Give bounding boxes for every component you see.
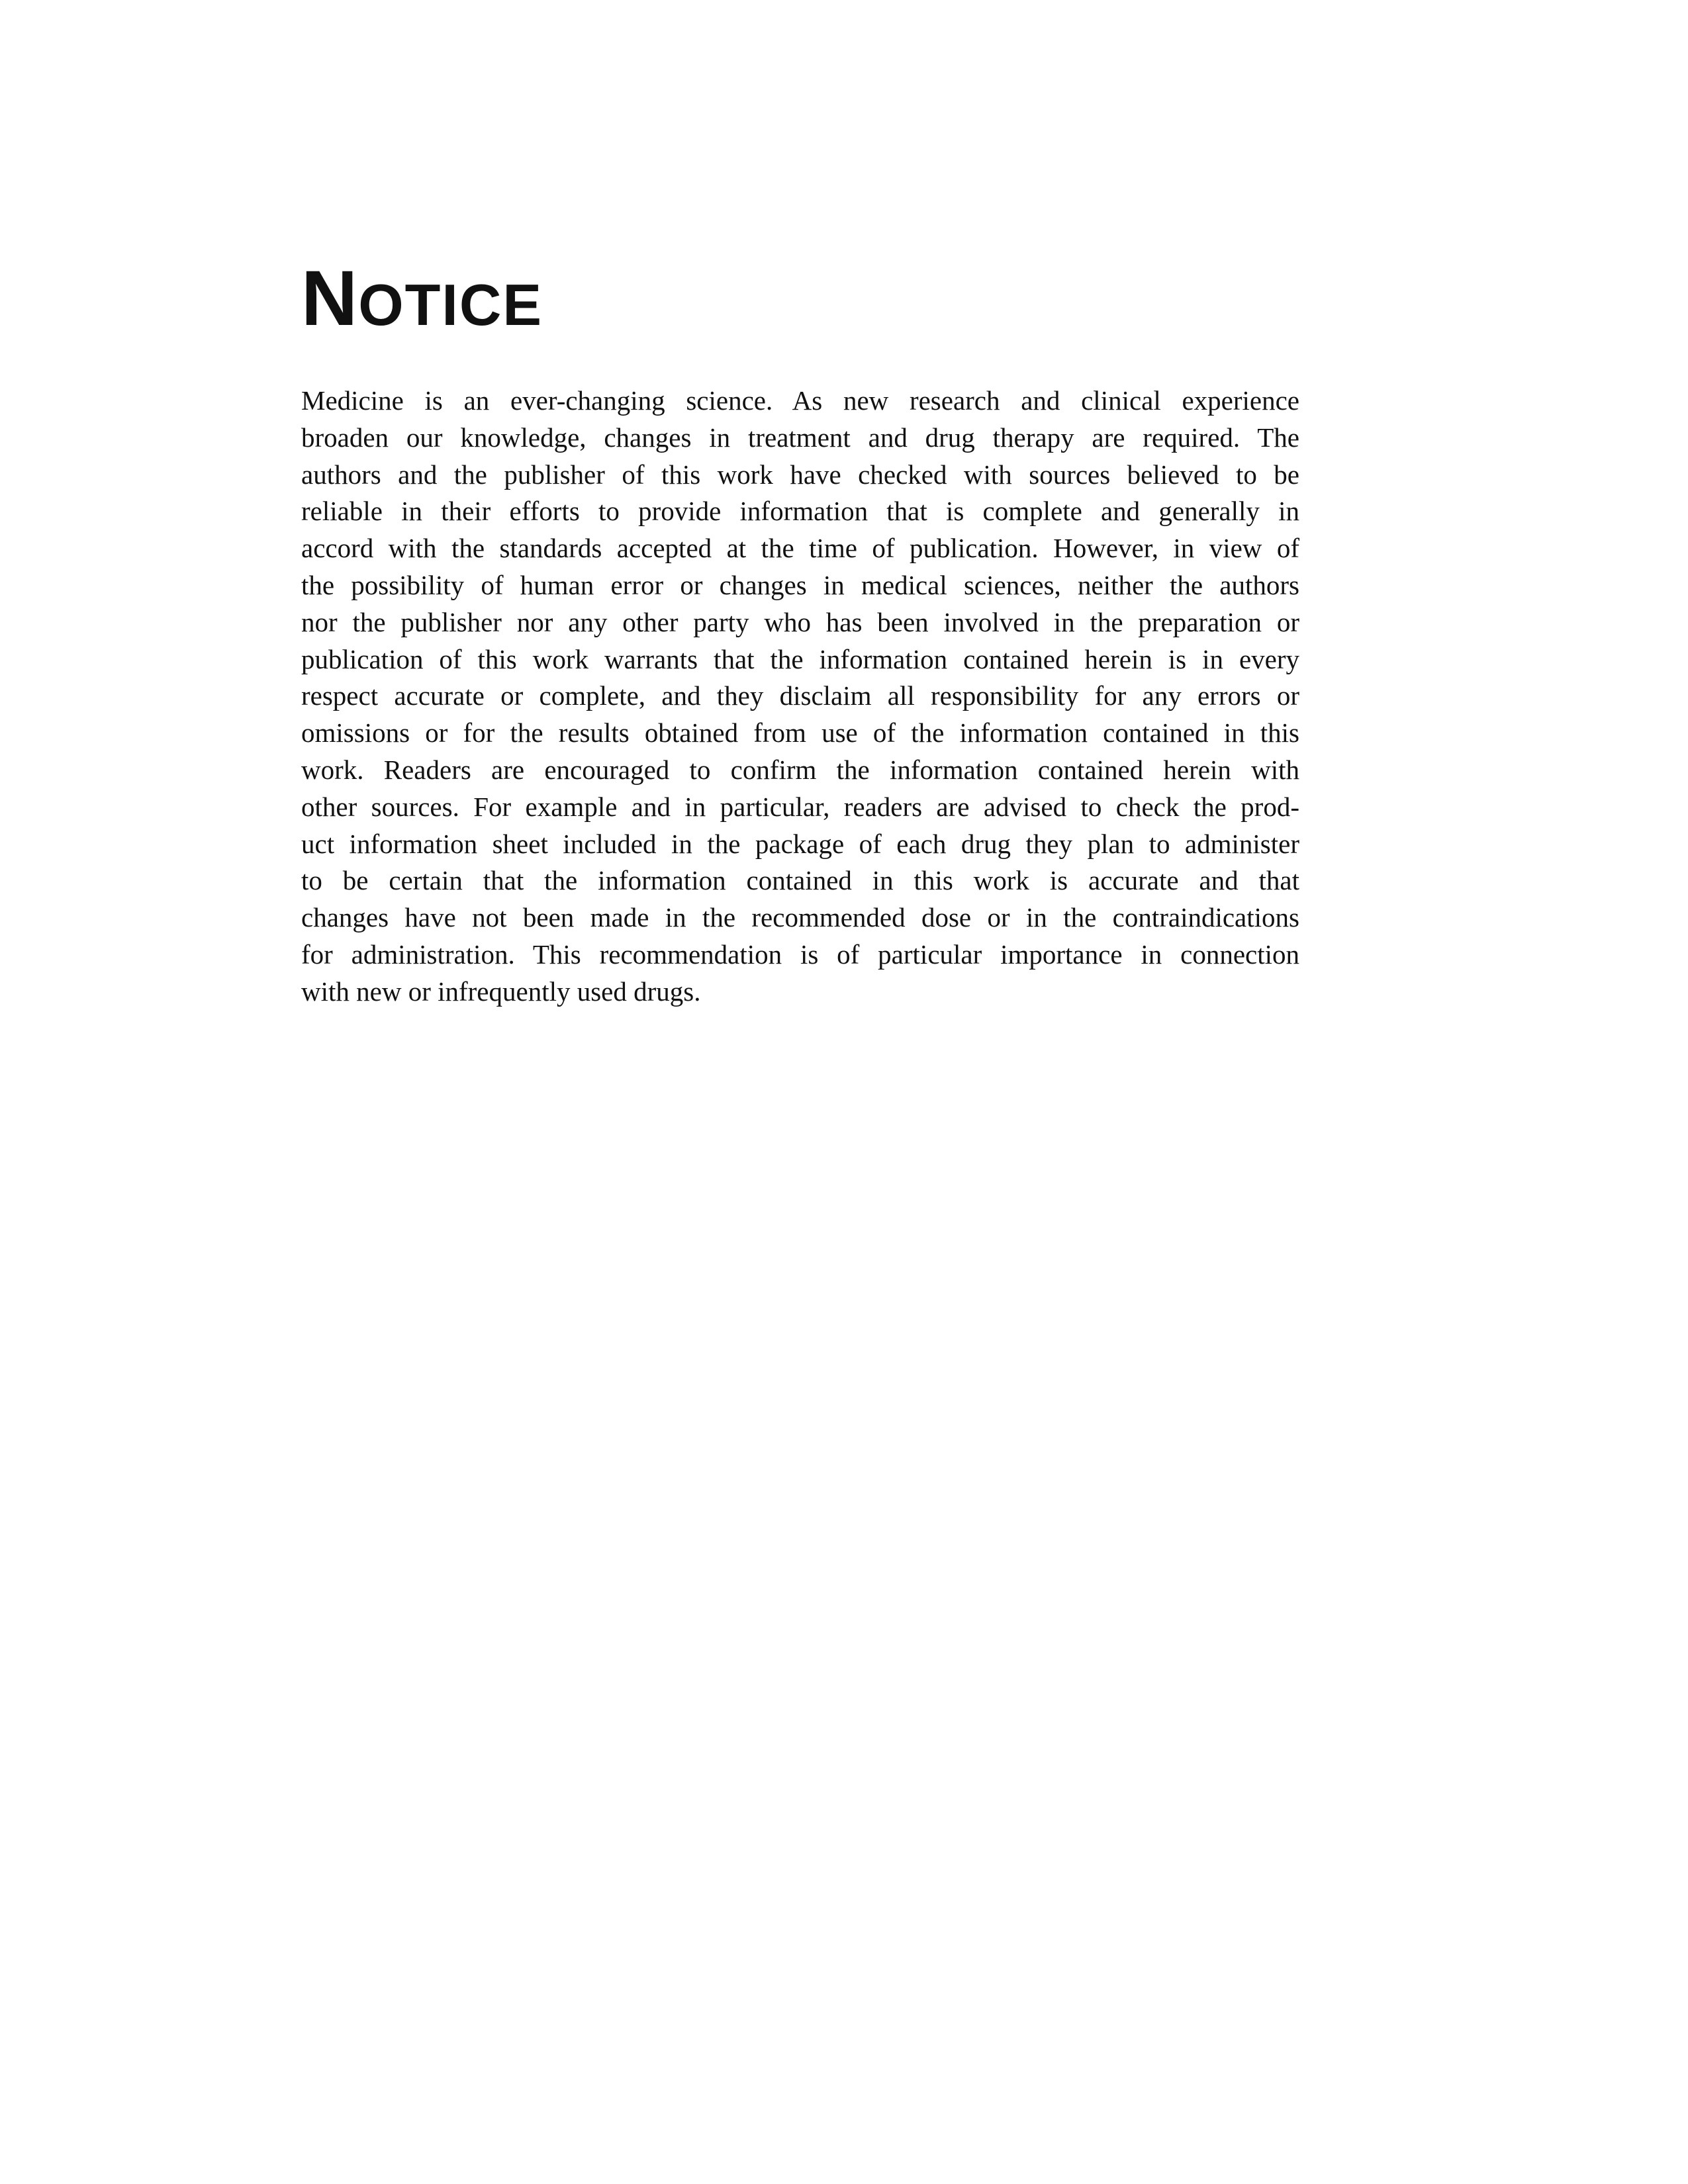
- notice-line: Medicine is an ever-changing science. As new research and clinical experience: [301, 385, 1299, 416]
- notice-line: changes have not been made in the recommended dose or in the contraindications: [301, 902, 1299, 933]
- notice-line: the possibility of human error or changes in medical sciences, neither the authors: [301, 569, 1299, 600]
- notice-line: omissions or for the results obtained from use of the information contained in this: [301, 717, 1299, 749]
- notice-line: to be certain that the information contained in this work is accurate and that: [301, 865, 1299, 896]
- notice-line: publication of this work warrants that the information contained herein is in every: [301, 643, 1299, 674]
- page-title-rest: OTICE: [358, 272, 543, 338]
- notice-paragraph: [301, 383, 1299, 1011]
- notice-line: respect accurate or complete, and they disclaim all responsibility for any errors or: [301, 680, 1299, 711]
- notice-line: for administration. This recommendation is of particular importance in connection: [301, 938, 1299, 970]
- notice-line: other sources. For example and in particular, readers are advised to check the prod-: [301, 791, 1299, 822]
- notice-line: broaden our knowledge, changes in treatment and drug therapy are required. The: [301, 422, 1299, 453]
- page-title: [301, 255, 543, 342]
- notice-line: reliable in their efforts to provide information that is complete and generally in: [301, 496, 1299, 527]
- notice-line: accord with the standards accepted at the time of publication. However, in view of: [301, 533, 1299, 564]
- page-title-initial: N: [301, 255, 359, 342]
- notice-line: with new or infrequently used drugs.: [301, 976, 701, 1007]
- notice-line: uct information sheet included in the package of each drug they plan to administer: [301, 828, 1299, 859]
- notice-line: work. Readers are encouraged to confirm the information contained herein with: [301, 754, 1299, 785]
- notice-line: nor the publisher nor any other party who has been involved in the preparation or: [301, 606, 1299, 637]
- notice-line: authors and the publisher of this work have checked with sources believed to be: [301, 459, 1299, 490]
